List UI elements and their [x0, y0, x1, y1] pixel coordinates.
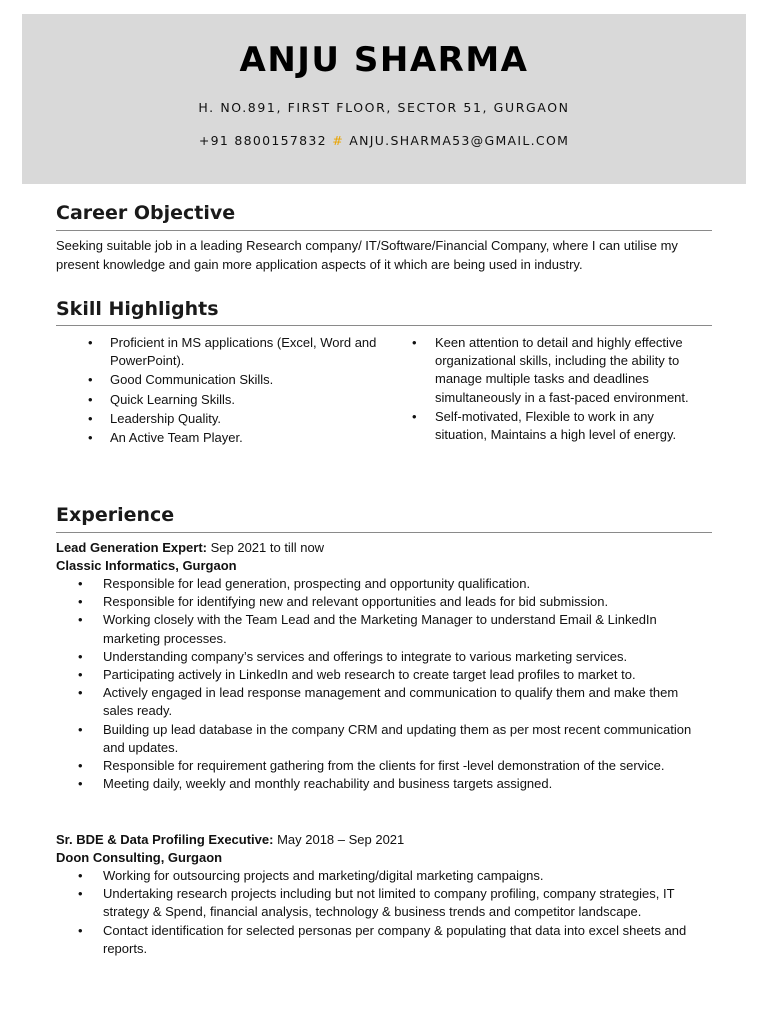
skills-list-left	[88, 334, 388, 448]
responsibility-item: • Meeting daily, weekly and monthly reachability and business targets assigned.	[78, 775, 708, 793]
job-responsibilities-list	[78, 575, 708, 793]
responsibility-item: • Undertaking research projects including but not limited to company profiling, company strategies, IT strategy & Spend, financial analysis, technology & business trends and competitor landscape.	[78, 885, 708, 921]
resume-header	[22, 14, 746, 184]
job-role: Sr. BDE & Data Profiling Executive:	[56, 832, 274, 847]
section-divider	[56, 230, 712, 231]
candidate-name: ANJU SHARMA	[239, 40, 529, 80]
career-objective-text: Seeking suitable job in a leading Research company/ IT/Software/Financial Company, where I can utilise my present knowledge and gain more application aspects of it which are being used in industry.	[56, 238, 678, 272]
job-period: Sep 2021 to till now	[206, 540, 325, 555]
responsibility-item: • Building up lead database in the company CRM and updating them as per most recent communication and updates.	[78, 721, 708, 757]
career-objective-heading: Career Objective	[56, 202, 236, 224]
skill-item: • Self-motivated, Flexible to work in any situation, Maintains a high level of energy.	[412, 408, 697, 444]
job-period: May 2018 – Sep 2021	[273, 832, 405, 847]
responsibility-item: • Working for outsourcing projects and marketing/digital marketing campaigns.	[78, 867, 708, 885]
responsibility-item: • Working closely with the Team Lead and the Marketing Manager to understand Email & LinkedIn marketing processes.	[78, 611, 708, 647]
responsibility-item: • Understanding company’s services and offerings to integrate to various marketing services.	[78, 648, 708, 666]
address-line: H. NO.891, FIRST FLOOR, SECTOR 51, GURGAON	[198, 100, 570, 115]
responsibility-item: • Actively engaged in lead response management and communication to qualify them and make them sales ready.	[78, 684, 708, 720]
job-role: Lead Generation Expert:	[56, 540, 207, 555]
skill-item: • Quick Learning Skills.	[88, 391, 388, 409]
phone-number: +91 8800157832	[198, 133, 327, 148]
skill-item: • Leadership Quality.	[88, 410, 388, 428]
skill-highlights-heading: Skill Highlights	[56, 298, 219, 320]
section-divider	[56, 532, 712, 533]
job-company	[56, 849, 222, 867]
email-address: ANJU.SHARMA53@GMAIL.COM	[349, 133, 570, 148]
skill-item: • Good Communication Skills.	[88, 371, 388, 389]
job-title-line	[56, 831, 404, 849]
job-responsibilities-list	[78, 867, 708, 958]
responsibility-item: • Responsible for identifying new and relevant opportunities and leads for bid submission.	[78, 593, 708, 611]
contact-separator: #	[332, 133, 344, 148]
company-name: Doon Consulting, Gurgaon	[56, 850, 223, 865]
experience-heading: Experience	[56, 504, 175, 526]
skill-item: • An Active Team Player.	[88, 429, 388, 447]
section-divider	[56, 325, 712, 326]
job-company	[56, 557, 237, 575]
skill-item: • Keen attention to detail and highly effective organizational skills, including the ability to manage multiple tasks and deadlines simultaneously in a fast-paced environment.	[412, 334, 697, 407]
job-title-line	[56, 539, 324, 557]
contact-line	[22, 133, 746, 148]
responsibility-item: • Responsible for requirement gathering from the clients for first -level demonstration of the service.	[78, 757, 708, 775]
responsibility-item: • Contact identification for selected personas per company & populating that data into excel sheets and reports.	[78, 922, 708, 958]
responsibility-item: • Responsible for lead generation, prospecting and opportunity qualification.	[78, 575, 708, 593]
skill-item: • Proficient in MS applications (Excel, Word and PowerPoint).	[88, 334, 388, 370]
company-name: Classic Informatics, Gurgaon	[56, 558, 237, 573]
skills-list-right	[412, 334, 697, 445]
responsibility-item: • Participating actively in LinkedIn and web research to create target lead profiles to market to.	[78, 666, 708, 684]
